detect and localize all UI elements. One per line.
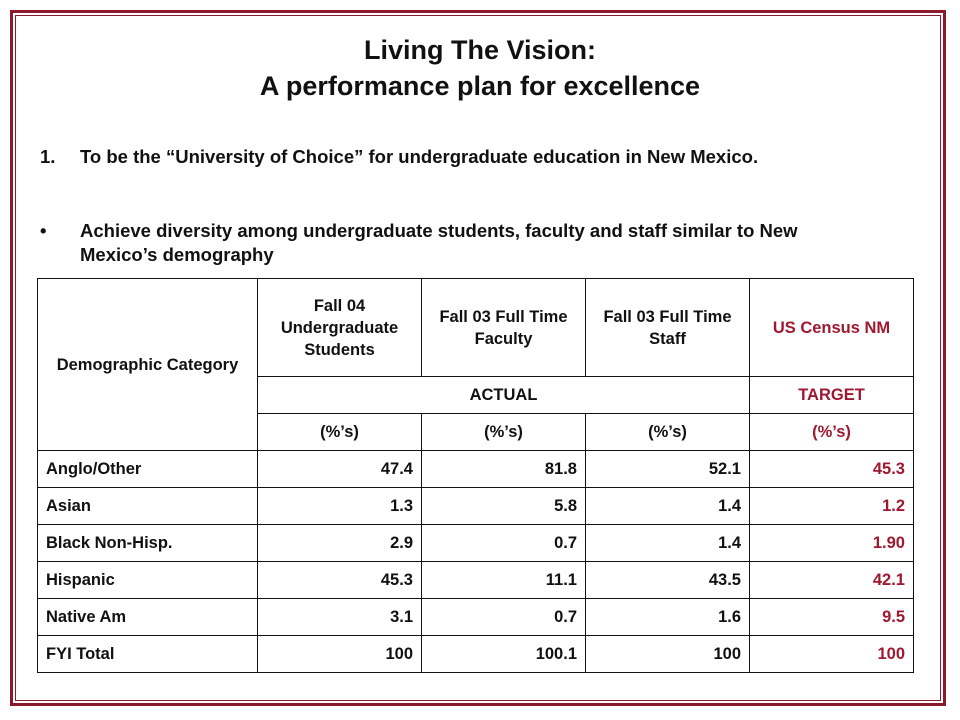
value-cell: 81.8 [422, 451, 586, 488]
value-cell: 100.1 [422, 636, 586, 673]
target-cell: 42.1 [750, 562, 914, 599]
column-header-faculty: Fall 03 Full Time Faculty [422, 279, 586, 377]
group-actual-header: ACTUAL [258, 377, 750, 414]
value-cell: 47.4 [258, 451, 422, 488]
title-line-1: Living The Vision: [363, 35, 597, 65]
table-row [38, 488, 914, 525]
column-header-census: US Census NM [750, 279, 914, 377]
row-label: Hispanic [38, 562, 258, 599]
bullet-marker: • [40, 220, 47, 241]
target-cell: 1.2 [750, 488, 914, 525]
group-target-header: TARGET [750, 377, 914, 414]
target-cell: 100 [750, 636, 914, 673]
goal-number: 1. [40, 146, 56, 167]
table-row [38, 636, 914, 673]
value-cell: 0.7 [422, 599, 586, 636]
table-row [38, 451, 914, 488]
value-cell: 11.1 [422, 562, 586, 599]
table-row [38, 525, 914, 562]
table-row [38, 599, 914, 636]
value-cell: 100 [258, 636, 422, 673]
row-label: Anglo/Other [38, 451, 258, 488]
value-cell: 3.1 [258, 599, 422, 636]
column-header-staff: Fall 03 Full Time Staff [586, 279, 750, 377]
unit-label: (%’s) [586, 414, 750, 451]
objective-text: Achieve diversity among undergraduate students, faculty and staff similar to New Mexico’s demography [80, 220, 798, 265]
value-cell: 45.3 [258, 562, 422, 599]
goal-text: To be the “University of Choice” for undergraduate education in New Mexico. [80, 146, 759, 167]
column-header-students: Fall 04 Undergraduate Students [258, 279, 422, 377]
objective-item [40, 219, 880, 267]
category-header: Demographic Category [38, 279, 258, 451]
target-cell: 45.3 [750, 451, 914, 488]
row-label: Asian [38, 488, 258, 525]
value-cell: 43.5 [586, 562, 750, 599]
value-cell: 100 [586, 636, 750, 673]
target-cell: 9.5 [750, 599, 914, 636]
value-cell: 1.6 [586, 599, 750, 636]
slide-title [0, 32, 960, 104]
value-cell: 5.8 [422, 488, 586, 525]
goal-item [40, 145, 880, 169]
row-label: FYI Total [38, 636, 258, 673]
demography-table [37, 278, 914, 673]
unit-label: (%’s) [422, 414, 586, 451]
value-cell: 0.7 [422, 525, 586, 562]
table-header-row [38, 279, 914, 377]
unit-label: (%’s) [750, 414, 914, 451]
value-cell: 2.9 [258, 525, 422, 562]
title-line-2: A performance plan for excellence [259, 71, 701, 101]
table-row [38, 562, 914, 599]
target-cell: 1.90 [750, 525, 914, 562]
value-cell: 1.4 [586, 525, 750, 562]
value-cell: 52.1 [586, 451, 750, 488]
value-cell: 1.3 [258, 488, 422, 525]
row-label: Black Non-Hisp. [38, 525, 258, 562]
unit-label: (%’s) [258, 414, 422, 451]
row-label: Native Am [38, 599, 258, 636]
value-cell: 1.4 [586, 488, 750, 525]
